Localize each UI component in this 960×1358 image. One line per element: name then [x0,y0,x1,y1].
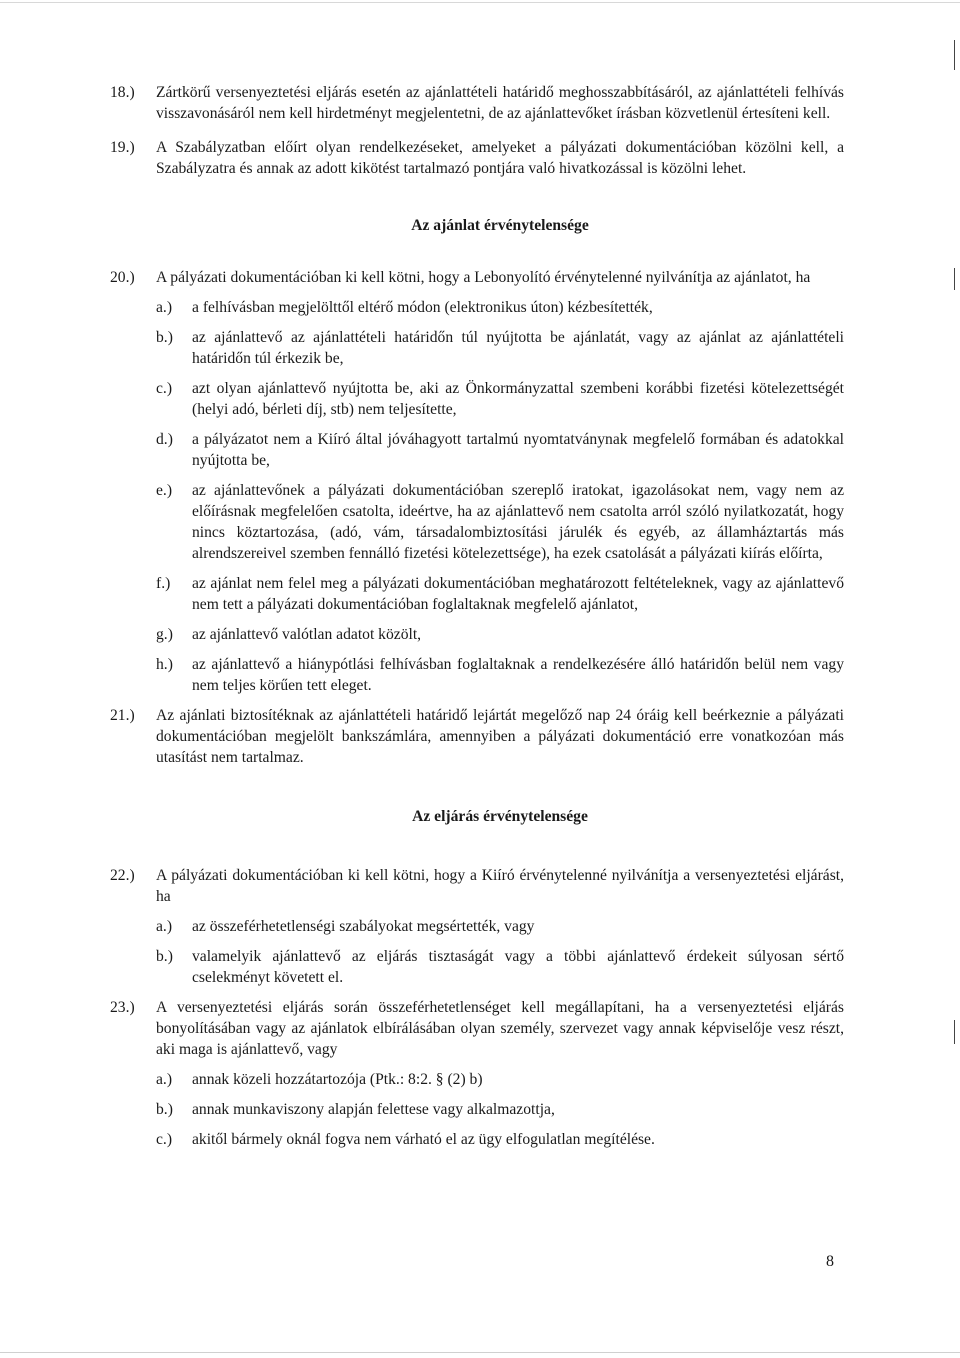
paragraph-text: A pályázati dokumentációban ki kell kötni, hogy a Lebonyolító érvénytelenné nyilvánítja az ajánlatot, ha [156,269,811,286]
list-item [156,327,844,369]
page-number: 8 [826,1253,834,1270]
paragraph-text: Az ajánlati biztosítéknak az ajánlattételi határidő lejártát megelőző nap 24 óráig kell beérkeznie a pályázati dokumentációban megjelölt bankszámlára, amennyiben a pályázati dokumentáció erre vonatkozóan más utasítást nem tartalmaz. [156,707,844,766]
list-item-text: annak munkaviszony alapján felettese vagy alkalmazottja, [192,1101,555,1118]
list-item [156,946,844,988]
list-item [156,916,844,937]
list-item [156,429,844,471]
list-item-letter: a.) [156,918,173,935]
list-item [156,480,844,564]
list-item [156,1129,844,1150]
list-item-letter: a.) [156,1071,173,1088]
scan-edge-bottom [0,1352,960,1353]
list-item-letter: d.) [156,431,173,448]
list-item-text: akitől bármely oknál fogva nem várható el az ügy elfogulatlan megítélése. [192,1131,655,1148]
paragraph-number: 19.) [110,139,135,156]
scan-edge-mark [954,1020,955,1044]
list-item-text: az ajánlattevőnek a pályázati dokumentációban szereplő iratokat, igazolásokat nem, vagy nem az előírásnak megfelelően csatolta, ideértve, ha az ajánlattevő nem csatolta arról szóló nyilatkozatát, hogy nincs köztartozása, (adó, vám, társadalombiztosítási járulék és egyéb, az államháztartás más alrendszereivel szemben fennálló fizetési kötelezettsége), ha ezek csatolását a pályázati kiírás előírta, [192,482,844,562]
paragraph-22 [110,865,844,907]
list-item-text: azt olyan ajánlattevő nyújtotta be, aki az Önkormányzattal szembeni korábbi fizetési kötelezettségét (helyi adó, bérleti díj, stb) nem teljesítette, [192,380,844,418]
scan-edge-mark [954,40,955,70]
list-item [156,1099,844,1120]
scan-edge-top [0,2,960,3]
list-item-letter: e.) [156,482,173,499]
paragraph-text: A versenyeztetési eljárás során összeférhetetlenséget kell megállapítani, ha a versenyeztetési eljárás bonyolításában vagy az ajánlatok elbírálásában olyan személy, szervezet vagy annak képviselője vesz részt, aki maga is ajánlattevő, vagy [156,999,844,1058]
paragraph-number: 23.) [110,999,135,1016]
list-item [156,573,844,615]
list-item-letter: c.) [156,380,173,397]
list-item-text: az összeférhetetlenségi szabályokat megsértették, vagy [192,918,535,935]
list-item-text: a felhívásban megjelölttől eltérő módon (elektronikus úton) kézbesítették, [192,299,653,316]
paragraph-text: Zártkörű versenyeztetési eljárás esetén az ajánlattételi határidő meghosszabbításáról, az ajánlattételi felhívás visszavonásáról nem kell hirdetményt megjelentetni, de az ajánlattevőket írásban közvetlenül értesíteni kell. [156,84,844,122]
list-item-text: az ajánlattevő az ajánlattételi határidőn túl nyújtotta be ajánlatát, vagy az ajánlat az ajánlattételi határidőn túl érkezik be, [192,329,844,367]
list-item-text: a pályázatot nem a Kiíró által jóváhagyott tartalmú nyomtatványnak megfelelő formában és adatokkal nyújtotta be, [192,431,844,469]
list-item [156,654,844,696]
list-item-letter: h.) [156,656,173,673]
paragraph-number: 21.) [110,707,135,724]
list-item-letter: b.) [156,329,173,346]
list-item-text: valamelyik ajánlattevő az eljárás tisztaságát vagy a többi ajánlattevő érdekeit súlyosan sértő cselekményt követett el. [192,948,844,986]
list-item [156,378,844,420]
list-item-text: az ajánlattevő valótlan adatot közölt, [192,626,422,643]
list-item-letter: b.) [156,1101,173,1118]
paragraph-text: A pályázati dokumentációban ki kell kötni, hogy a Kiíró érvénytelenné nyilvánítja a versenyeztetési eljárást, ha [156,867,844,905]
paragraph-text: A Szabályzatban előírt olyan rendelkezéseket, amelyeket a pályázati dokumentációban közölni kell, a Szabályzatra és annak az adott kikötést tartalmazó pontjára való hivatkozással is közölni lehet. [156,139,844,177]
section-heading-offer-invalidity: Az ajánlat érvénytelensége [411,217,589,234]
list-item-letter: a.) [156,299,173,316]
list-item-letter: g.) [156,626,173,643]
list-item [156,624,844,645]
list-item-letter: b.) [156,948,173,965]
list-item-letter: c.) [156,1131,173,1148]
paragraph-20 [110,267,844,288]
paragraph-23 [110,997,844,1060]
list-item-letter: f.) [156,575,171,592]
list-item-text: az ajánlattevő a hiánypótlási felhívásban foglaltaknak a rendelkezésére álló határidőn belül nem vagy nem teljes körűen tett eleget. [192,656,844,694]
document-page [110,82,844,1150]
paragraph-number: 20.) [110,269,135,286]
list-item-text: annak közeli hozzátartozója (Ptk.: 8:2. § (2) b) [192,1071,483,1088]
paragraph-21 [110,705,844,768]
section-heading-procedure-invalidity: Az eljárás érvénytelensége [412,808,588,825]
list-item [156,1069,844,1090]
list-item [156,297,844,318]
paragraph-18 [110,82,844,124]
list-item-text: az ajánlat nem felel meg a pályázati dokumentációban meghatározott feltételeknek, vagy az ajánlattevő nem tett a pályázati dokumentációban foglaltaknak megfelelő ajánlatot, [192,575,844,613]
paragraph-19 [110,137,844,179]
paragraph-number: 18.) [110,84,135,101]
scan-edge-mark [954,268,955,290]
paragraph-number: 22.) [110,867,135,884]
